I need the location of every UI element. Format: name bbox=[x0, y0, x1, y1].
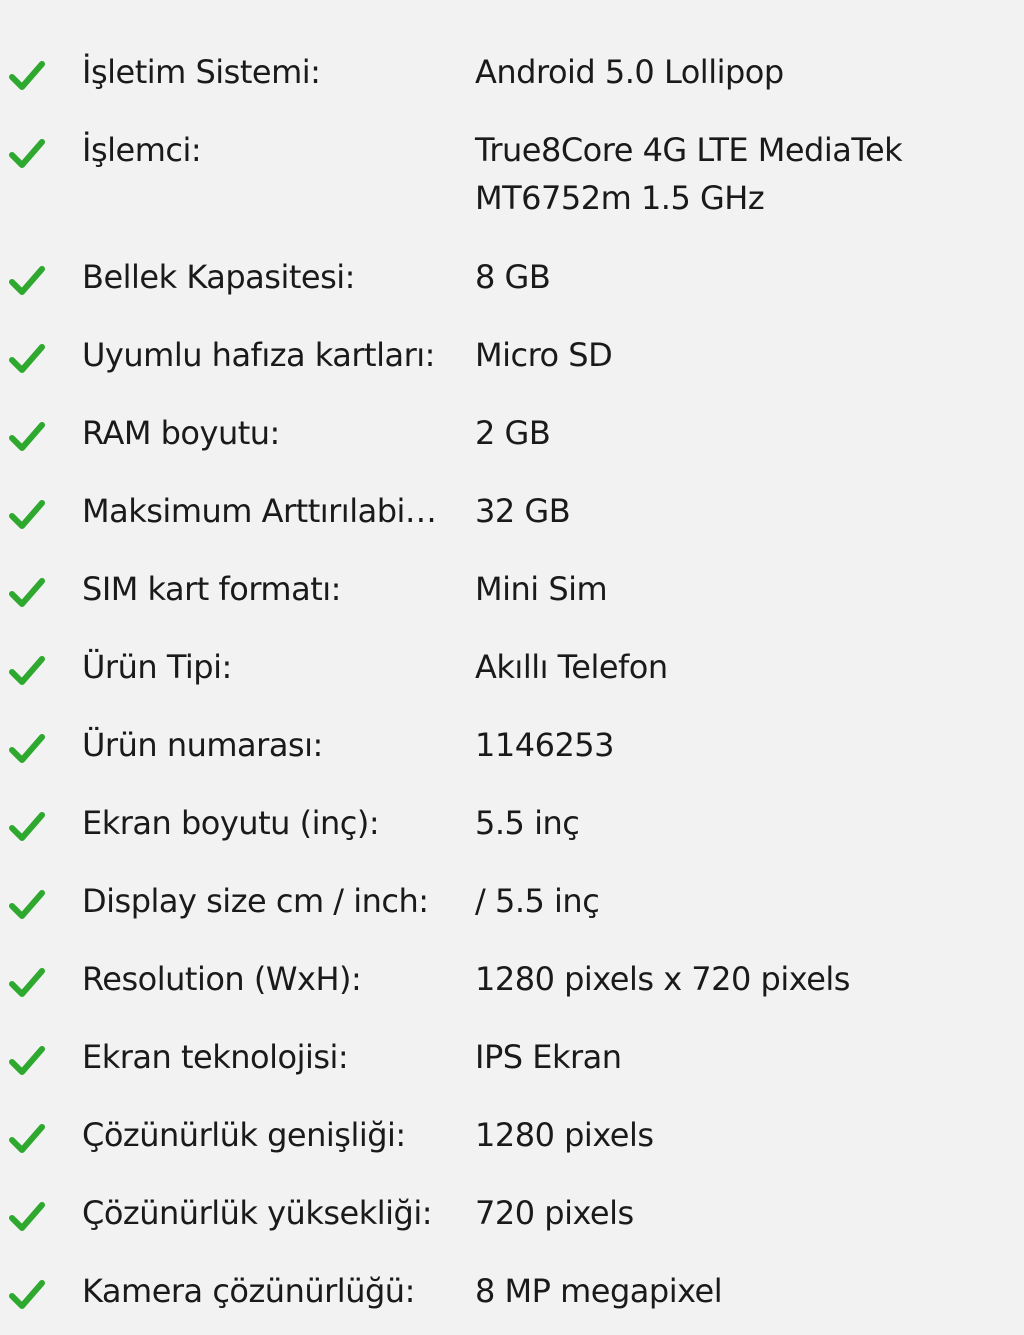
spec-label: Kamera çözünürlüğü: bbox=[82, 1272, 415, 1310]
spec-label: İşlemci: bbox=[82, 131, 202, 169]
spec-value: 8 MP megapixel bbox=[475, 1272, 723, 1310]
spec-value: Micro SD bbox=[475, 336, 613, 374]
check-icon bbox=[9, 136, 45, 170]
check-icon bbox=[9, 887, 45, 921]
check-icon bbox=[9, 575, 45, 609]
check-icon bbox=[9, 1043, 45, 1077]
spec-label: Çözünürlük yüksekliği: bbox=[82, 1194, 432, 1232]
spec-label: Ürün Tipi: bbox=[82, 648, 232, 686]
check-icon bbox=[9, 419, 45, 453]
check-icon bbox=[9, 263, 45, 297]
spec-value: 1146253 bbox=[475, 726, 615, 764]
spec-value: Mini Sim bbox=[475, 570, 608, 608]
spec-value: 8 GB bbox=[475, 258, 551, 296]
spec-label: Uyumlu hafıza kartları: bbox=[82, 336, 435, 374]
spec-value: 2 GB bbox=[475, 414, 551, 452]
spec-value: 32 GB bbox=[475, 492, 571, 530]
check-icon bbox=[9, 341, 45, 375]
spec-label: İşletim Sistemi: bbox=[82, 53, 321, 91]
spec-label: Ürün numarası: bbox=[82, 726, 323, 764]
spec-value: Akıllı Telefon bbox=[475, 648, 668, 686]
check-icon bbox=[9, 653, 45, 687]
spec-label: Maksimum Arttırılabil... bbox=[82, 492, 442, 530]
spec-value: / 5.5 inç bbox=[475, 882, 600, 920]
check-icon bbox=[9, 58, 45, 92]
spec-value: True8Core 4G LTE MediaTek MT6752m 1.5 GHz bbox=[475, 131, 903, 217]
spec-value: Android 5.0 Lollipop bbox=[475, 53, 784, 91]
spec-label: Resolution (WxH): bbox=[82, 960, 362, 998]
spec-label: SIM kart formatı: bbox=[82, 570, 341, 608]
spec-label: RAM boyutu: bbox=[82, 414, 280, 452]
check-icon bbox=[9, 1199, 45, 1233]
spec-value: 5.5 inç bbox=[475, 804, 580, 842]
spec-label: Ekran boyutu (inç): bbox=[82, 804, 380, 842]
check-icon bbox=[9, 965, 45, 999]
spec-value: 1280 pixels bbox=[475, 1116, 654, 1154]
check-icon bbox=[9, 1277, 45, 1311]
check-icon bbox=[9, 809, 45, 843]
check-icon bbox=[9, 1121, 45, 1155]
spec-value: IPS Ekran bbox=[475, 1038, 622, 1076]
spec-label: Bellek Kapasitesi: bbox=[82, 258, 355, 296]
check-icon bbox=[9, 497, 45, 531]
check-icon bbox=[9, 731, 45, 765]
spec-value: 720 pixels bbox=[475, 1194, 634, 1232]
spec-value: 1280 pixels x 720 pixels bbox=[475, 960, 850, 998]
spec-label: Çözünürlük genişliği: bbox=[82, 1116, 406, 1154]
spec-label: Ekran teknolojisi: bbox=[82, 1038, 349, 1076]
spec-label: Display size cm / inch: bbox=[82, 882, 429, 920]
